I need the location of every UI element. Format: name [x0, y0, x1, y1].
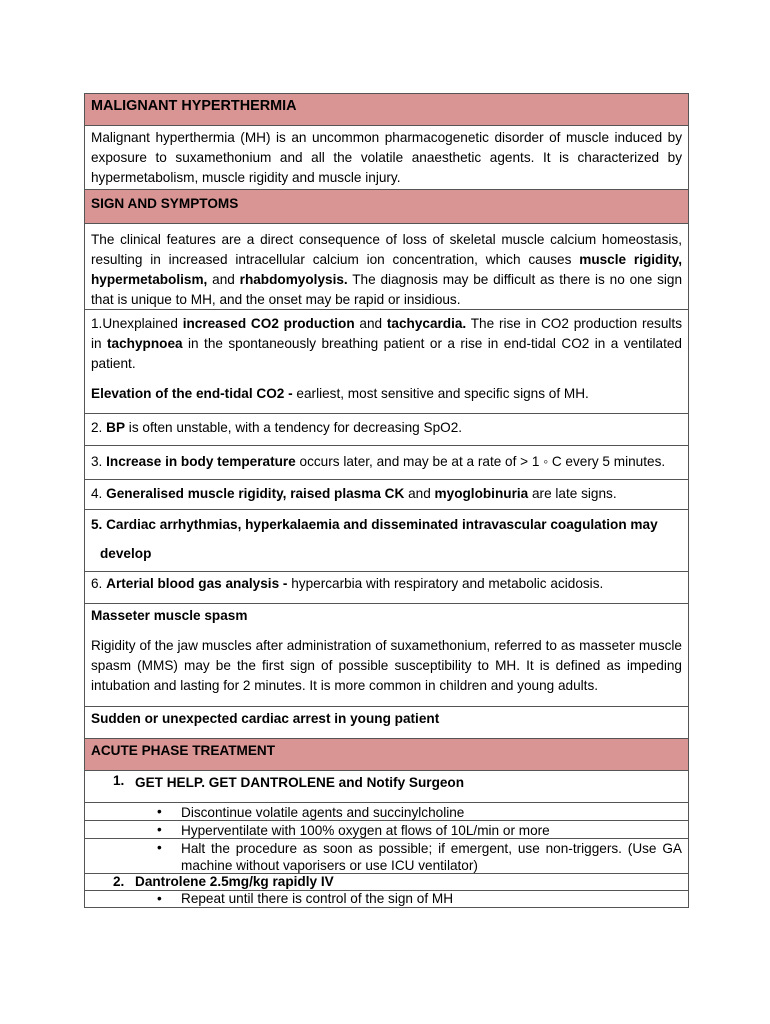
step1-number: 1. — [113, 773, 125, 788]
masseter-heading — [91, 606, 682, 626]
item6-t2: hypercarbia with respiratory and metabolic acidosis. — [291, 576, 604, 591]
section-header-signs — [85, 189, 688, 223]
item4-b1: Generalised muscle rigidity, raised plasma CK — [106, 486, 405, 501]
step1-bullet-2 — [85, 820, 688, 838]
treatment-header-text: ACUTE PHASE TREATMENT — [91, 743, 276, 758]
cardiac-arrest-row — [85, 706, 688, 738]
treatment-step-2 — [85, 873, 688, 890]
bullet-text: Halt the procedure as soon as possible; if emergent, use non-triggers. (Use GA machine without vaporisers or use ICU ventilator) — [181, 841, 682, 873]
intro-paragraph — [85, 125, 688, 189]
item4-t1: 4. — [91, 486, 107, 501]
item2-t2: is often unstable, with a tendency for decreasing SpO2. — [125, 420, 463, 435]
item1-b3: tachypnoea — [107, 336, 183, 351]
masseter-body: Rigidity of the jaw muscles after administration of suxamethonium, referred to as masseter muscle spasm (MMS) may be the first sign of possible susceptibility to MH. It is defined as impeding intubation and lasting for 2 minutes. It is more common in children and young adults. — [91, 638, 682, 693]
clinical-text-1: The clinical features are a direct consequence of loss of skeletal muscle calcium homeostasis, resulting in increased intracellular calcium ion concentration, which causes — [91, 232, 682, 267]
item1-t2: and — [354, 316, 387, 331]
item6-b1: Arterial blood gas analysis - — [106, 576, 292, 591]
sign-item-1 — [85, 309, 688, 413]
item3-b1: Increase in body temperature — [106, 454, 296, 469]
item5-line-2 — [91, 544, 682, 564]
mh-document — [84, 93, 689, 908]
sign-item-2 — [85, 413, 688, 445]
step1-bullet-1 — [85, 802, 688, 820]
item4-b2: myoglobinuria — [434, 486, 529, 501]
item1-t3: The rise in CO2 production results in — [91, 316, 682, 351]
clinical-bold-2: rhabdomyolysis. — [239, 272, 348, 287]
masseter-spasm-section — [85, 603, 688, 706]
item5-line-1 — [91, 515, 682, 535]
signs-header-text: SIGN AND SYMPTOMS — [91, 196, 239, 211]
item5-b2: develop — [100, 546, 152, 561]
item1-b1: increased CO2 production — [182, 316, 355, 331]
cardiac-arrest-text: Sudden or unexpected cardiac arrest in young patient — [91, 711, 440, 726]
item1-t1: 1.Unexplained — [91, 316, 183, 331]
clinical-text-3: The diagnosis may be difficult as there is no one sign that is unique to MH, and the onset may be rapid or insidious. — [91, 272, 683, 307]
item4-t3: are late signs. — [528, 486, 617, 501]
item6-t1: 6. — [91, 576, 107, 591]
item2-t1: 2. — [91, 420, 107, 435]
item1-t5: earliest, most sensitive and specific signs of MH. — [292, 386, 589, 401]
item5-b1: 5. Cardiac arrhythmias, hyperkalaemia and disseminated intravascular coagulation may — [91, 517, 658, 532]
bullet-text: Hyperventilate with 100% oxygen at flows of 10L/min or more — [181, 823, 550, 838]
item3-t2: occurs later, and may be at a rate of > 1 ◦ C every 5 minutes. — [295, 454, 666, 469]
clinical-text-2: and — [207, 272, 240, 287]
clinical-features-paragraph — [85, 223, 688, 309]
step2-bullet-1 — [85, 890, 688, 908]
step2-number: 2. — [113, 874, 125, 889]
sign-item-5 — [85, 509, 688, 571]
treatment-step-1 — [85, 770, 688, 802]
step2-label: Dantrolene 2.5mg/kg rapidly IV — [135, 874, 334, 889]
section-header-treatment — [85, 738, 688, 770]
sign-item-4 — [85, 479, 688, 509]
masseter-heading-text: Masseter muscle spasm — [91, 608, 248, 623]
item1-b4: Elevation of the end-tidal CO2 - — [91, 386, 293, 401]
item4-t2: and — [404, 486, 435, 501]
sign-item-1-text — [91, 314, 682, 374]
step1-label: GET HELP. GET DANTROLENE and Notify Surgeon — [135, 775, 465, 790]
item3-t1: 3. — [91, 454, 107, 469]
step1-bullet-3 — [85, 838, 688, 873]
bullet-text: Repeat until there is control of the sign of MH — [181, 891, 454, 906]
item2-b1: BP — [106, 420, 126, 435]
sign-item-3 — [85, 445, 688, 479]
clinical-bold-1: muscle rigidity, hypermetabolism, — [91, 252, 682, 287]
bullet-text: Discontinue volatile agents and succinylcholine — [181, 805, 465, 820]
intro-text: Malignant hyperthermia (MH) is an uncommon pharmacogenetic disorder of muscle induced by exposure to suxamethonium and all the volatile anaesthetic agents. It is characterized by hypermetabolism, muscle rigidity and muscle injury. — [91, 130, 682, 185]
title-text: MALIGNANT HYPERTHERMIA — [91, 98, 297, 114]
page-title — [85, 93, 688, 125]
item1-t4: in the spontaneously breathing patient or a rise in end-tidal CO2 in a ventilated patient. — [91, 336, 682, 371]
etco2-line — [91, 384, 682, 404]
item1-b2: tachycardia. — [386, 316, 467, 331]
sign-item-6 — [85, 571, 688, 603]
